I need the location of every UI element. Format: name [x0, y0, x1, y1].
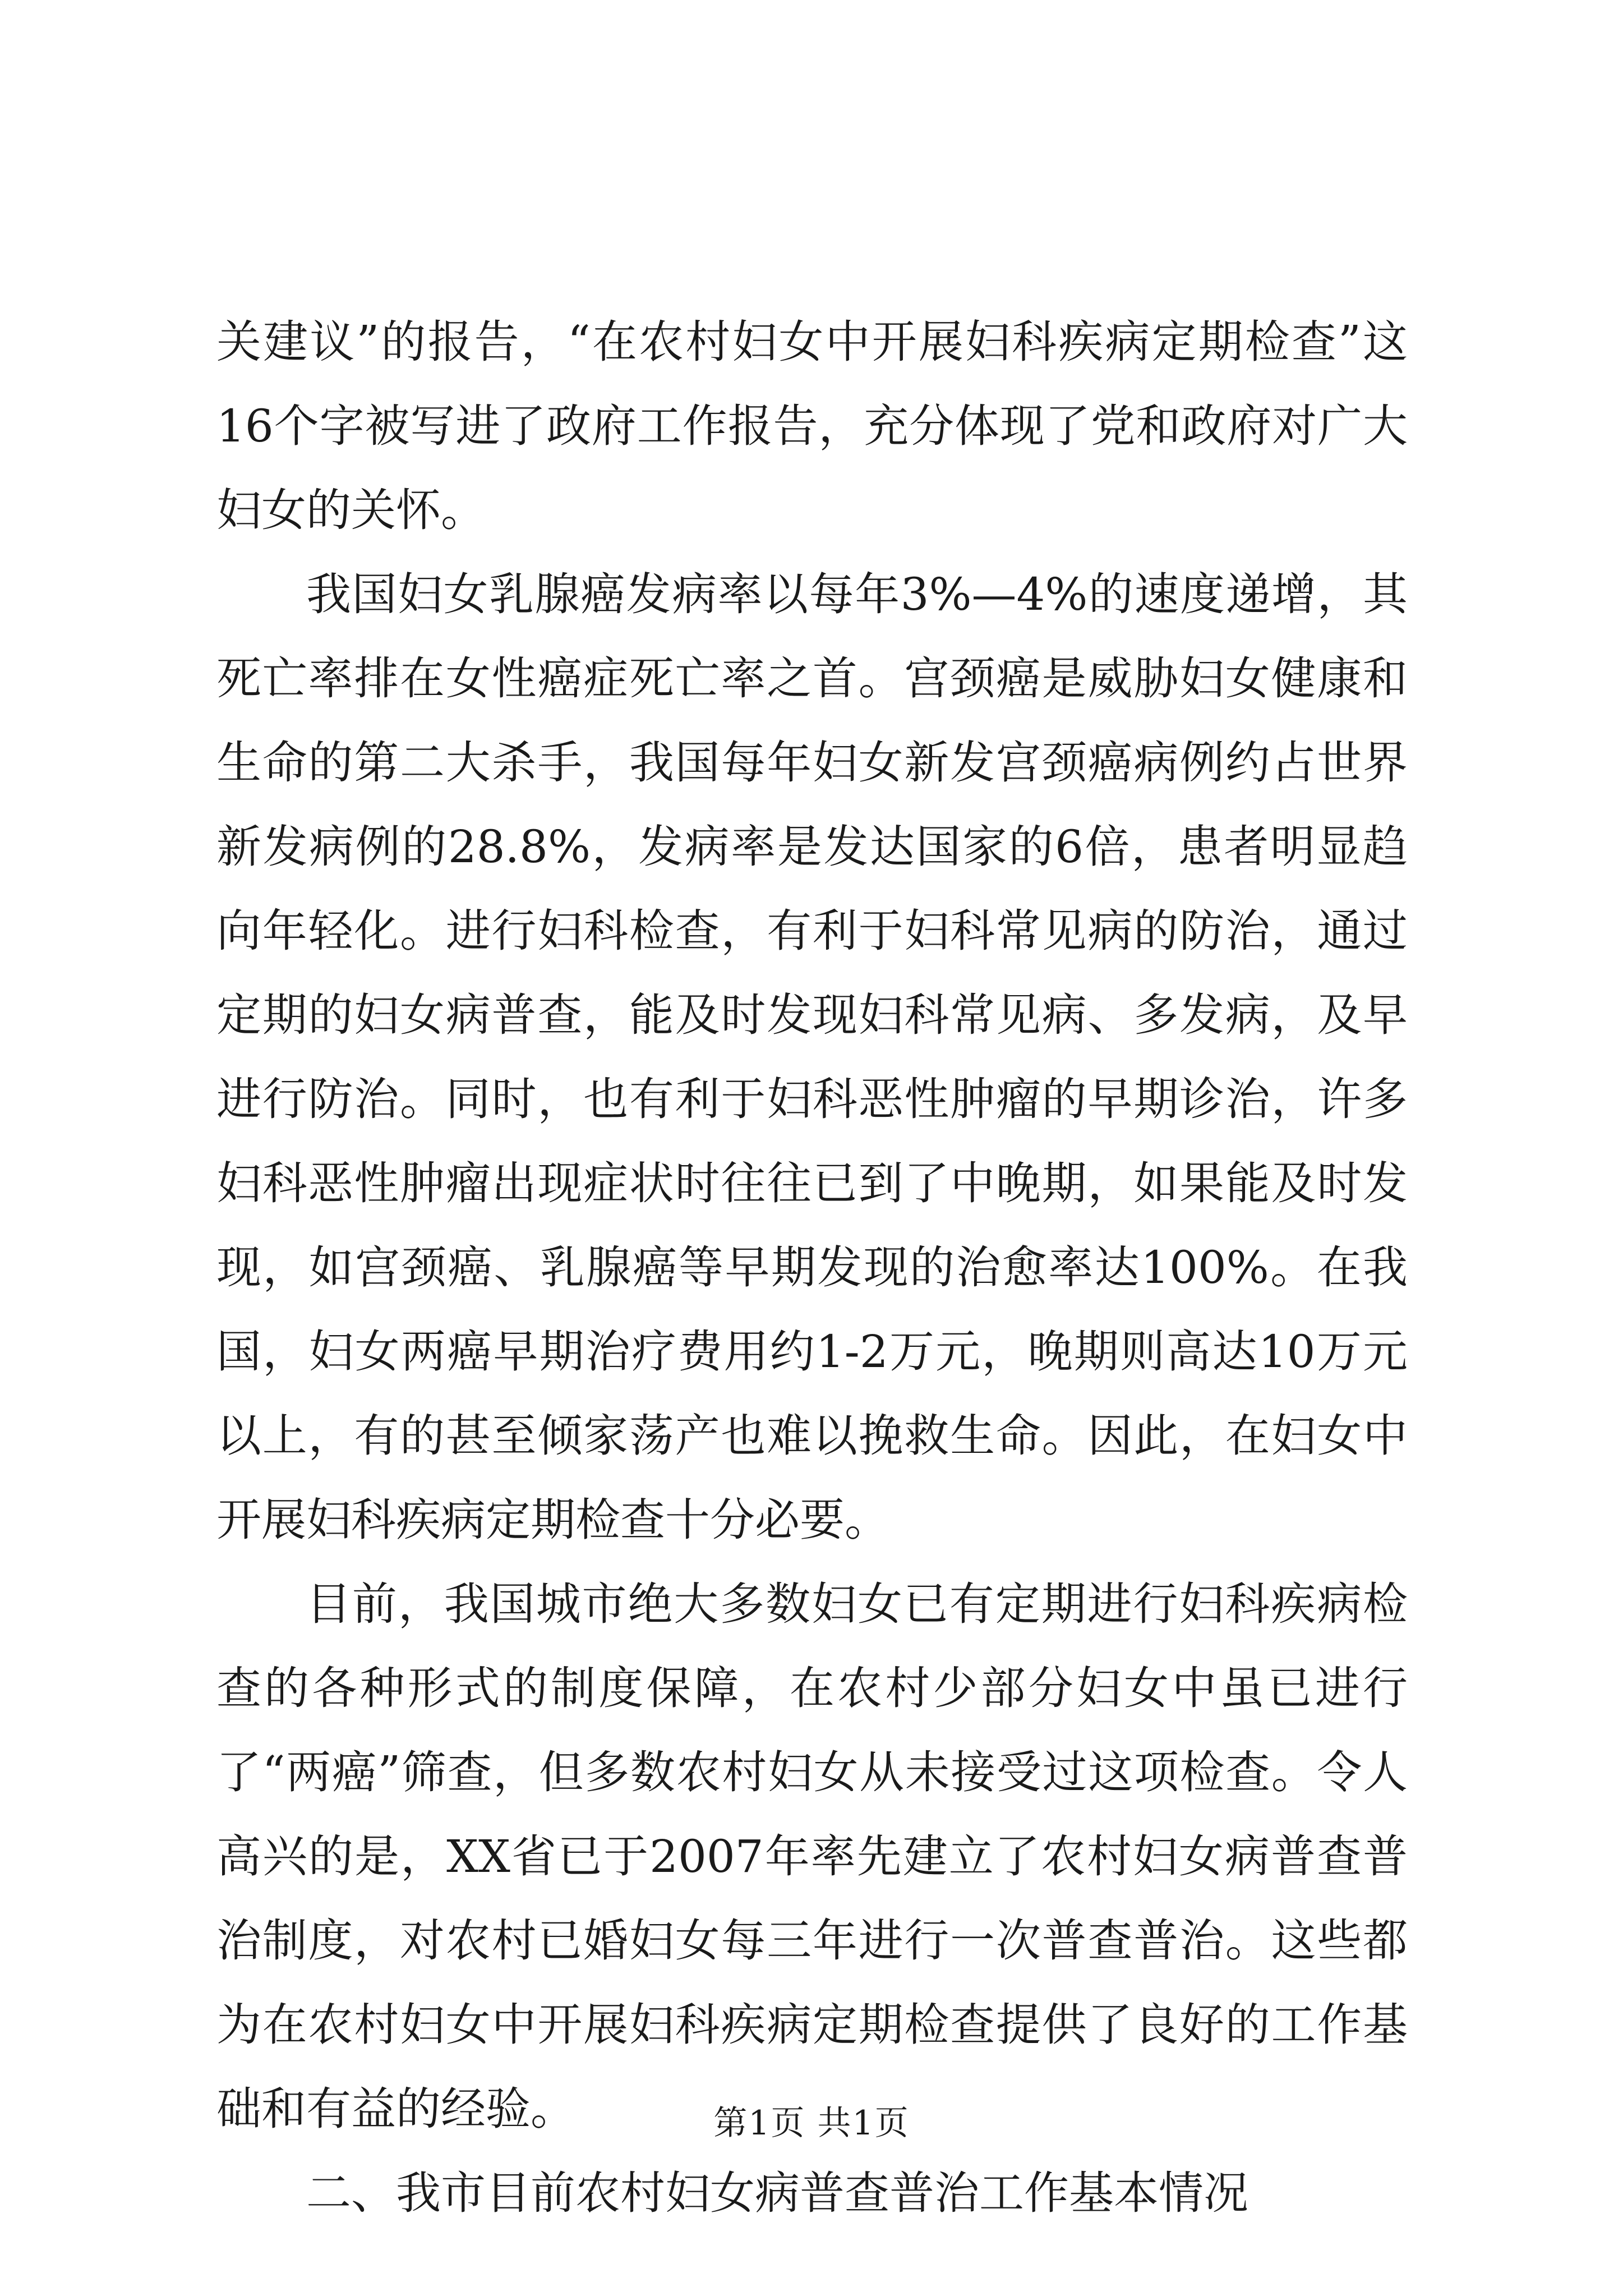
paragraph-breast-cancer: 我国妇女乳腺癌发病率以每年3%—4%的速度递增，其死亡率排在女性癌症死亡率之首。宫颈癌是威胁妇女健康和生命的第二大杀手，我国每年妇女新发宫颈癌病例约占世界新发病例的28.8%，发病率是发达国家的6倍，患者明显趋向年轻化。进行妇科检查，有利于妇科常见病的防治，通过定期的妇女病普查，能及时发现妇科常见病、多发病，及早进行防治。同时，也有利于妇科恶性肿瘤的早期诊治，许多妇科恶性肿瘤出现症状时往往已到了中晚期，如果能及时发现，如宫颈癌、乳腺癌等早期发现的治愈率达100%。在我国，妇女两癌早期治疗费用约1-2万元，晚期则高达10万元以上，有的甚至倾家荡产也难以挽救生命。因此，在妇女中开展妇科疾病定期检查十分必要。 [216, 568, 1408, 1546]
paragraph-current-situation: 目前，我国城市绝大多数妇女已有定期进行妇科疾病检查的各种形式的制度保障，在农村少部分妇女中虽已进行了“两癌”筛查，但多数农村妇女从未接受过这项检查。令人高兴的是，XX省已于2007年率先建立了农村妇女病普查普治制度，对农村已婚妇女每三年进行一次普查普治。这些都为在农村妇女中开展妇科疾病定期检查提供了良好的工作基础和有益的经验。 [216, 1578, 1408, 2135]
paragraph-continuation: 关建议”的报告，“在农村妇女中开展妇科疾病定期检查”这16个字被写进了政府工作报告，充分体现了党和政府对广大妇女的关怀。 [216, 316, 1408, 536]
page-number-label: 第1页 共1页 [713, 2104, 910, 2143]
page-footer [0, 2101, 1623, 2146]
document-body [216, 300, 1408, 2235]
section-heading: 二、我市目前农村妇女病普查普治工作基本情况 [306, 2167, 1248, 2219]
